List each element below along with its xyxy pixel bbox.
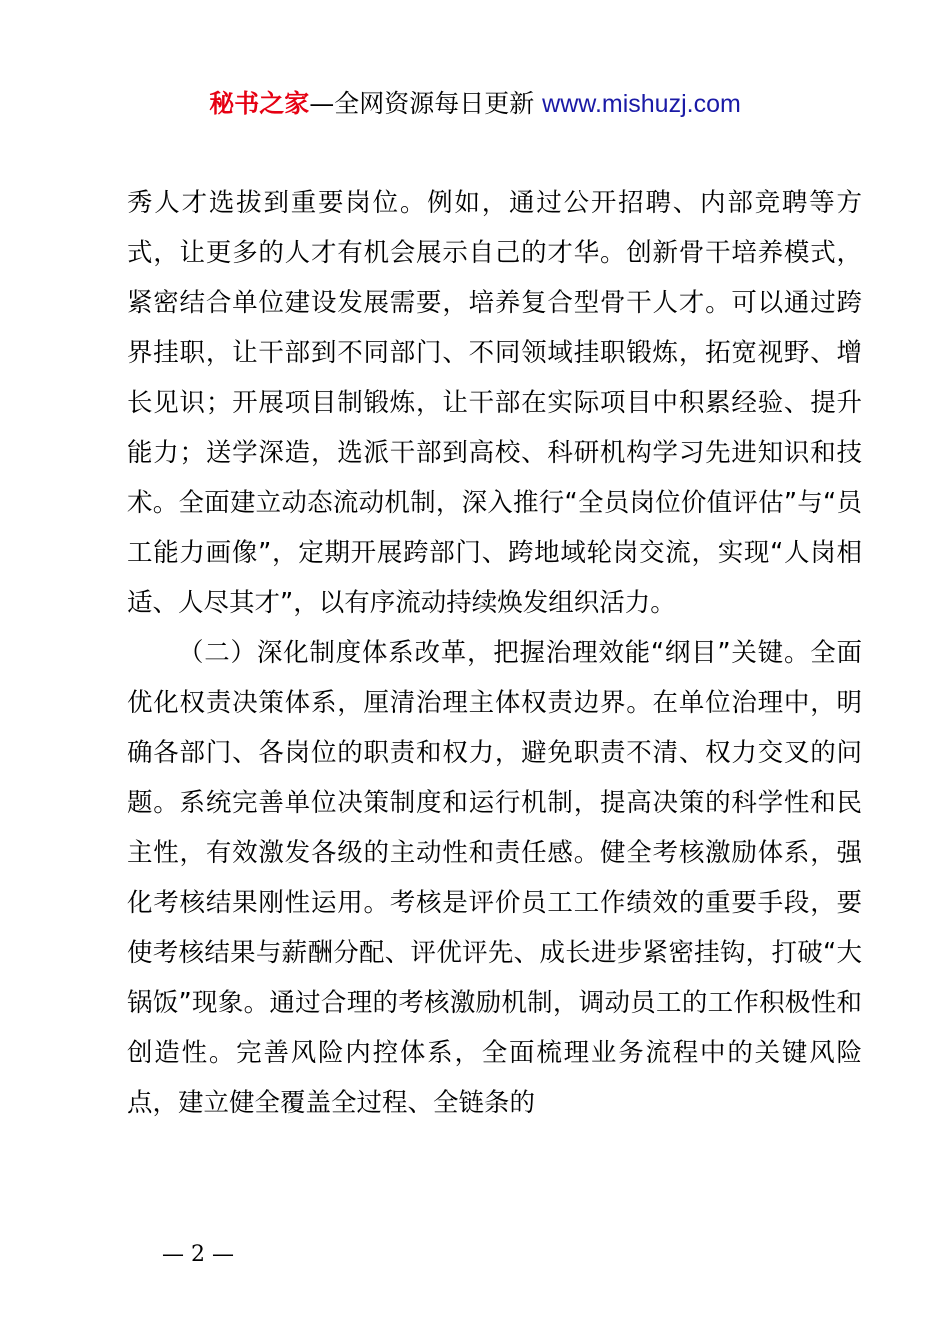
paragraph-section-two: （二）深化制度体系改革，把握治理效能“纲目”关键。全面优化权责决策体系，厘清治理主体权责边界。在单位治理中，明确各部门、各岗位的职责和权力，避免职责不清、权力交叉的问题。系统完善单位决策制度和运行机制，提高决策的科学性和民主性，有效激发各级的主动性和责任感。健全考核激励体系，强化考核结果刚性运用。考核是评价员工工作绩效的重要手段，要使考核结果与薪酬分配、评优评先、成长进步紧密挂钩，打破“大锅饭”现象。通过合理的考核激励机制，调动员工的工作积极性和创造性。完善风险内控体系，全面梳理业务流程中的关键风险点，建立健全覆盖全过程、全链条的 [127,638,862,1118]
site-brand: 秘书之家 [209,89,310,118]
site-header [0,86,950,122]
paragraph-continued: 秀人才选拔到重要岗位。例如，通过公开招聘、内部竞聘等方式，让更多的人才有机会展示自己的才华。创新骨干培养模式，紧密结合单位建设发展需要，培养复合型骨干人才。可以通过跨界挂职，让干部到不同部门、不同领域挂职锻炼，拓宽视野、增长见识；开展项目制锻炼，让干部在实际项目中积累经验、提升能力；送学深造，选派干部到高校、科研机构学习先进知识和技术。全面建立动态流动机制，深入推行“全员岗位价值评估”与“员工能力画像”，定期开展跨部门、跨地域轮岗交流，实现“人岗相适、人尽其才”，以有序流动持续焕发组织活力。 [127,188,862,618]
document-body [127,178,862,1128]
page-number: — 2 — [162,1242,234,1267]
header-tagline: —全网资源每日更新 [309,89,543,118]
site-url-link[interactable]: www.mishuzj.com [542,90,741,118]
